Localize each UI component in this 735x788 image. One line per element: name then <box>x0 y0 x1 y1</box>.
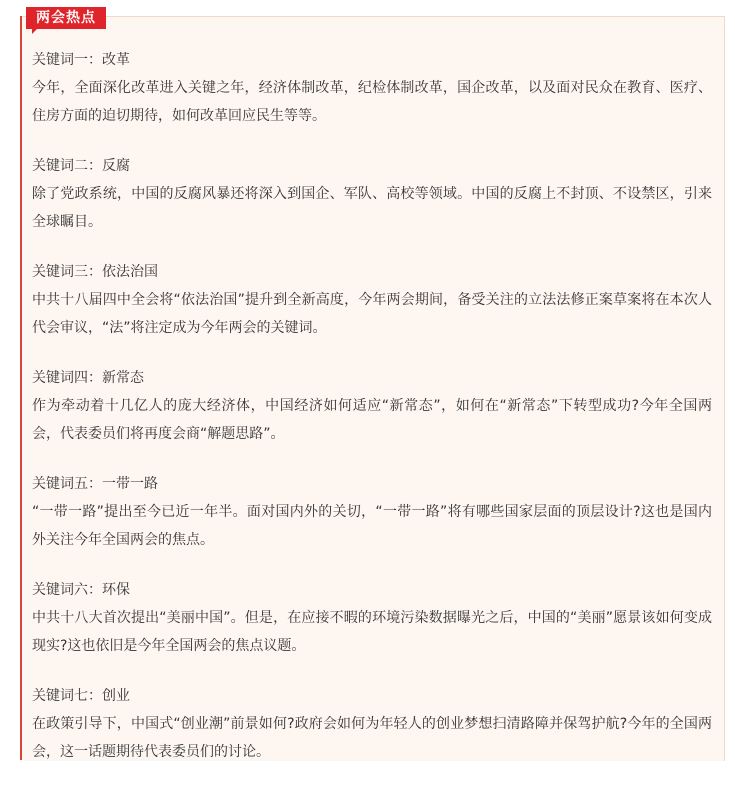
keyword-section <box>32 576 712 660</box>
keyword-title: 关键词六：环保 <box>32 582 130 598</box>
keyword-title: 关键词四：新常态 <box>32 370 144 386</box>
keyword-body: 作为牵动着十几亿人的庞大经济体，中国经济如何适应“新常态”，如何在“新常态”下转型成功?今年全国两会，代表委员们将再度会商“解题思路”。 <box>32 398 712 442</box>
keyword-body: 今年，全面深化改革进入关键之年，经济体制改革，纪检体制改革，国企改革，以及面对民众在教育、医疗、住房方面的迫切期待，如何改革回应民生等等。 <box>32 80 712 124</box>
keyword-section <box>32 258 712 342</box>
keyword-title: 关键词一：改革 <box>32 52 130 68</box>
section-tag: 两会热点 <box>26 7 106 29</box>
keyword-title: 关键词二：反腐 <box>32 158 130 174</box>
tag-corner-triangle <box>32 29 37 34</box>
keyword-section <box>32 470 712 554</box>
keyword-body: 在政策引导下，中国式“创业潮”前景如何?政府会如何为年轻人的创业梦想扫清路障并保驾护航?今年的全国两会，这一话题期待代表委员们的讨论。 <box>32 716 712 760</box>
keyword-title: 关键词三：依法治国 <box>32 264 158 280</box>
keyword-body: 中共十八届四中全会将“依法治国”提升到全新高度，今年两会期间，备受关注的立法法修正案草案将在本次人代会审议，“法”将注定成为今年两会的关键词。 <box>32 292 712 336</box>
keyword-body: 中共十八大首次提出“美丽中国”。但是，在应接不暇的环境污染数据曝光之后，中国的“美丽”愿景该如何变成现实?这也依旧是今年全国两会的焦点议题。 <box>32 610 712 654</box>
keyword-section <box>32 364 712 448</box>
keyword-section <box>32 152 712 236</box>
keyword-title: 关键词五：一带一路 <box>32 476 158 492</box>
keywords-list <box>32 46 712 788</box>
keyword-section <box>32 682 712 766</box>
keyword-title: 关键词七：创业 <box>32 688 130 704</box>
keyword-body: “一带一路”提出至今已近一年半。面对国内外的关切，“一带一路”将有哪些国家层面的顶层设计?这也是国内外关注今年全国两会的焦点。 <box>32 504 712 548</box>
keyword-section <box>32 46 712 130</box>
keyword-body: 除了党政系统，中国的反腐风暴还将深入到国企、军队、高校等领域。中国的反腐上不封顶、不设禁区，引来全球瞩目。 <box>32 186 712 230</box>
